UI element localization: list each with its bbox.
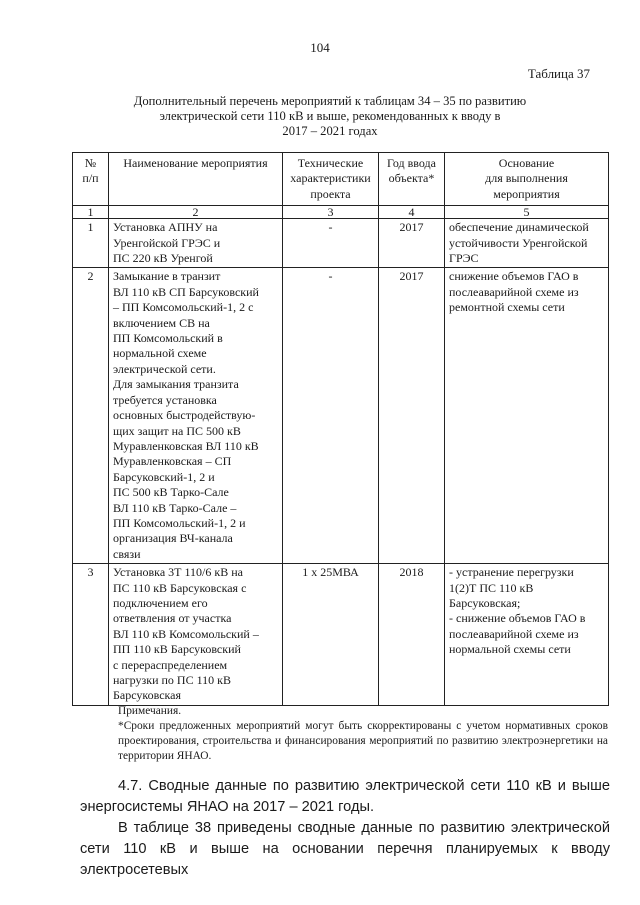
row-number: 1 xyxy=(73,219,109,268)
cell-line: ПП Комсомольский в xyxy=(113,331,223,346)
event-basis xyxy=(445,219,609,268)
header-basis: Основание для выполнения мероприятия xyxy=(445,153,609,206)
table-reference: Таблица 37 xyxy=(527,66,590,81)
event-name xyxy=(109,268,283,564)
column-number: 2 xyxy=(109,206,283,219)
cell-line: включением СВ на xyxy=(113,315,210,330)
cell-line: - устранение перегрузки xyxy=(449,565,574,580)
event-name xyxy=(109,219,283,268)
table-row xyxy=(73,564,609,706)
cell-line: ВЛ 110 кВ Тарко-Сале – xyxy=(113,500,237,515)
technical-characteristics: - xyxy=(283,219,379,268)
cell-line: Барсуковский-1, 2 и xyxy=(113,469,215,484)
cell-line: подключением его xyxy=(113,595,208,610)
cell-line: снижение объемов ГАО в xyxy=(449,269,579,284)
event-basis xyxy=(445,268,609,564)
cell-line: 1(2)Т ПС 110 кВ xyxy=(449,580,534,595)
table-row xyxy=(73,268,609,564)
cell-line: связи xyxy=(113,546,141,561)
cell-line: Барсуковская xyxy=(113,688,182,703)
cell-line: Уренгойской ГРЭС и xyxy=(113,235,221,250)
header-num: № п/п xyxy=(73,153,109,206)
column-number: 1 xyxy=(73,206,109,219)
cell-line: требуется установка xyxy=(113,392,217,407)
event-basis xyxy=(445,564,609,706)
header-year: Год ввода объекта* xyxy=(379,153,445,206)
section-paragraph: В таблице 38 приведены сводные данные по развитию электрической сети 110 кВ и выше на основании перечня планируемых к вводу электросетевых xyxy=(80,820,610,878)
section-4-7 xyxy=(80,776,610,881)
event-name xyxy=(109,564,283,706)
cell-line: - снижение объемов ГАО в xyxy=(449,611,586,626)
cell-line: Муравленковская ВЛ 110 кВ xyxy=(113,438,259,453)
cell-line: нормальной схеме xyxy=(113,346,207,361)
cell-line: Установка 3Т 110/6 кВ на xyxy=(113,565,243,580)
section-heading: 4.7. Сводные данные по развитию электрической сети 110 кВ и выше энергосистемы ЯНАО на 2017 – 2021 годы. xyxy=(80,778,610,815)
cell-line: обеспечение динамической xyxy=(449,220,589,235)
cell-line: нагрузки по ПС 110 кВ xyxy=(113,673,231,687)
cell-line: с перераспределением xyxy=(113,657,228,672)
cell-line: организация ВЧ-канала xyxy=(113,531,233,546)
technical-characteristics: - xyxy=(283,268,379,564)
column-number-row xyxy=(73,206,609,219)
cell-line: Для замыкания транзита xyxy=(113,377,239,392)
notes-heading: Примечания. xyxy=(118,705,182,717)
cell-line: Установка АПНУ на xyxy=(113,220,218,235)
cell-line: Муравленковская – СП xyxy=(113,454,232,469)
cell-line: щих защит на ПС 500 кВ xyxy=(113,423,241,438)
cell-line: – ПП Комсомольский-1, 2 с xyxy=(113,300,254,315)
notes-block xyxy=(118,704,608,764)
cell-line: электрической сети. xyxy=(113,361,216,376)
commissioning-year: 2017 xyxy=(379,219,445,268)
table-title-line: 2017 – 2021 годах xyxy=(282,124,378,138)
cell-line: послеаварийной схеме из xyxy=(449,284,579,299)
commissioning-year: 2017 xyxy=(379,268,445,564)
column-number: 4 xyxy=(379,206,445,219)
cell-line: Барсуковская; xyxy=(449,595,521,610)
events-table xyxy=(72,152,609,706)
header-characteristics: Технические характеристики проекта xyxy=(283,153,379,206)
cell-line: ремонтной схемы сети xyxy=(449,300,565,315)
table-title-line: электрической сети 110 кВ и выше, рекомендованных к вводу в xyxy=(159,109,501,123)
table-header-row xyxy=(73,153,609,206)
table-title-line: Дополнительный перечень мероприятий к таблицам 34 – 35 по развитию xyxy=(133,94,527,108)
row-number: 2 xyxy=(73,268,109,564)
cell-line: ПС 500 кВ Тарко-Сале xyxy=(113,485,229,500)
page-number: 104 xyxy=(310,40,330,55)
cell-line: основных быстродействую- xyxy=(113,408,256,423)
cell-line: нормальной схемы сети xyxy=(449,642,571,657)
header-name: Наименование мероприятия xyxy=(109,153,283,206)
notes-text: *Сроки предложенных мероприятий могут быть скорректированы с учетом нормативных сроков проектирования, строительства и финансирования мероприятий по развитию электроэнергетики на территории ЯНАО. xyxy=(118,720,608,762)
cell-line: ответвления от участка xyxy=(113,611,232,626)
cell-line: ВЛ 110 кВ Комсомольский – xyxy=(113,626,259,641)
cell-line: ГРЭС xyxy=(449,251,479,266)
cell-line: ПП Комсомольский-1, 2 и xyxy=(113,515,246,530)
table-title xyxy=(120,94,540,139)
commissioning-year: 2018 xyxy=(379,564,445,706)
cell-line: ПС 110 кВ Барсуковская с xyxy=(113,580,247,595)
table-row xyxy=(73,219,609,268)
cell-line: послеаварийной схеме из xyxy=(449,626,579,641)
column-number: 3 xyxy=(283,206,379,219)
cell-line: Замыкание в транзит xyxy=(113,269,221,284)
column-number: 5 xyxy=(445,206,609,219)
cell-line: ПП 110 кВ Барсуковский xyxy=(113,642,241,657)
cell-line: ПС 220 кВ Уренгой xyxy=(113,251,213,266)
technical-characteristics: 1 х 25МВА xyxy=(283,564,379,706)
cell-line: устойчивости Уренгойской xyxy=(449,235,588,250)
cell-line: ВЛ 110 кВ СП Барсуковский xyxy=(113,284,259,299)
row-number: 3 xyxy=(73,564,109,706)
